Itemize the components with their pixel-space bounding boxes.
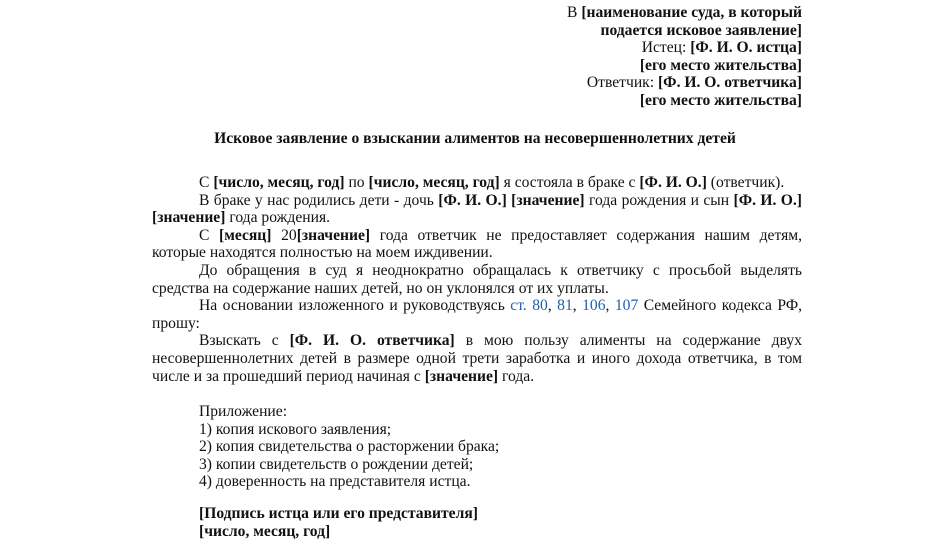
defendant-line: Ответчик: [Ф. И. О. ответчика] (586, 74, 802, 92)
link-article-107[interactable]: 107 (614, 297, 639, 315)
appendix-heading: Приложение: (199, 403, 288, 420)
paragraph-children: В браке у нас родились дети - дочь [Ф. И. О.] [значение] года рождения и сын [Ф. И. О.] [значение] года рождения. (152, 191, 802, 227)
plaintiff-line: Истец: [Ф. И. О. истца] (641, 39, 802, 57)
appendix-item: 3) копии свидетельств о рождении детей; (199, 455, 474, 473)
court-line-2: подается исковое заявление] (600, 21, 802, 39)
signature-date: [число, месяц, год] (199, 522, 331, 540)
paragraph-non-support: С [месяц] 20[значение] года ответчик не предоставляет содержания нашим детям, которые находятся полностью на моем иждивении. (152, 226, 803, 262)
appendix-item: 2) копия свидетельства о расторжении брака; (199, 438, 500, 456)
court-name: [наименование суда, в который (581, 4, 802, 21)
appendix-item: 1) копия искового заявления; (199, 420, 392, 438)
link-article-81[interactable]: 81 (557, 297, 573, 315)
court-line-1: В [наименование суда, в который (567, 4, 802, 21)
signature-line: [Подпись истца или его представителя] (199, 505, 478, 522)
paragraph-marriage: С [число, месяц, год] по [число, месяц, год] я состояла в браке с [Ф. И. О.] (ответчик). (199, 174, 785, 191)
plaintiff-name: [Ф. И. О. истца] (690, 39, 802, 57)
plaintiff-address: [его место жительства] (639, 56, 802, 74)
addressee-block (567, 4, 802, 110)
defendant-address: [его место жительства] (639, 91, 802, 109)
paragraph-claim: Взыскать с [Ф. И. О. ответчика] в мою пользу алименты на содержание двух несовершеннолетних детей в размере одной трети заработка и иного дохода ответчика, в том числе и за прошедший период начиная с [значение] года. (152, 332, 803, 385)
paragraph-legal-basis: На основании изложенного и руководствуясь ст. 80, 81, 106, 107 Семейного кодекса РФ, прошу: (152, 297, 803, 332)
defendant-name: [Ф. И. О. ответчика] (657, 74, 802, 92)
appendix-block (199, 403, 499, 491)
appendix-item: 4) доверенность на представителя истца. (199, 473, 471, 491)
document-body (152, 174, 802, 385)
link-article-106[interactable]: 106 (582, 297, 606, 315)
signature-block (199, 505, 478, 540)
document-title: Исковое заявление о взыскании алиментов на несовершеннолетних детей (214, 130, 736, 147)
link-article-80[interactable]: ст. 80 (510, 297, 548, 315)
paragraph-requests: До обращения в суд я неоднократно обращалась к ответчику с просьбой выделять средства на содержание наших детей, но он уклонялся от их уплаты. (152, 261, 802, 297)
